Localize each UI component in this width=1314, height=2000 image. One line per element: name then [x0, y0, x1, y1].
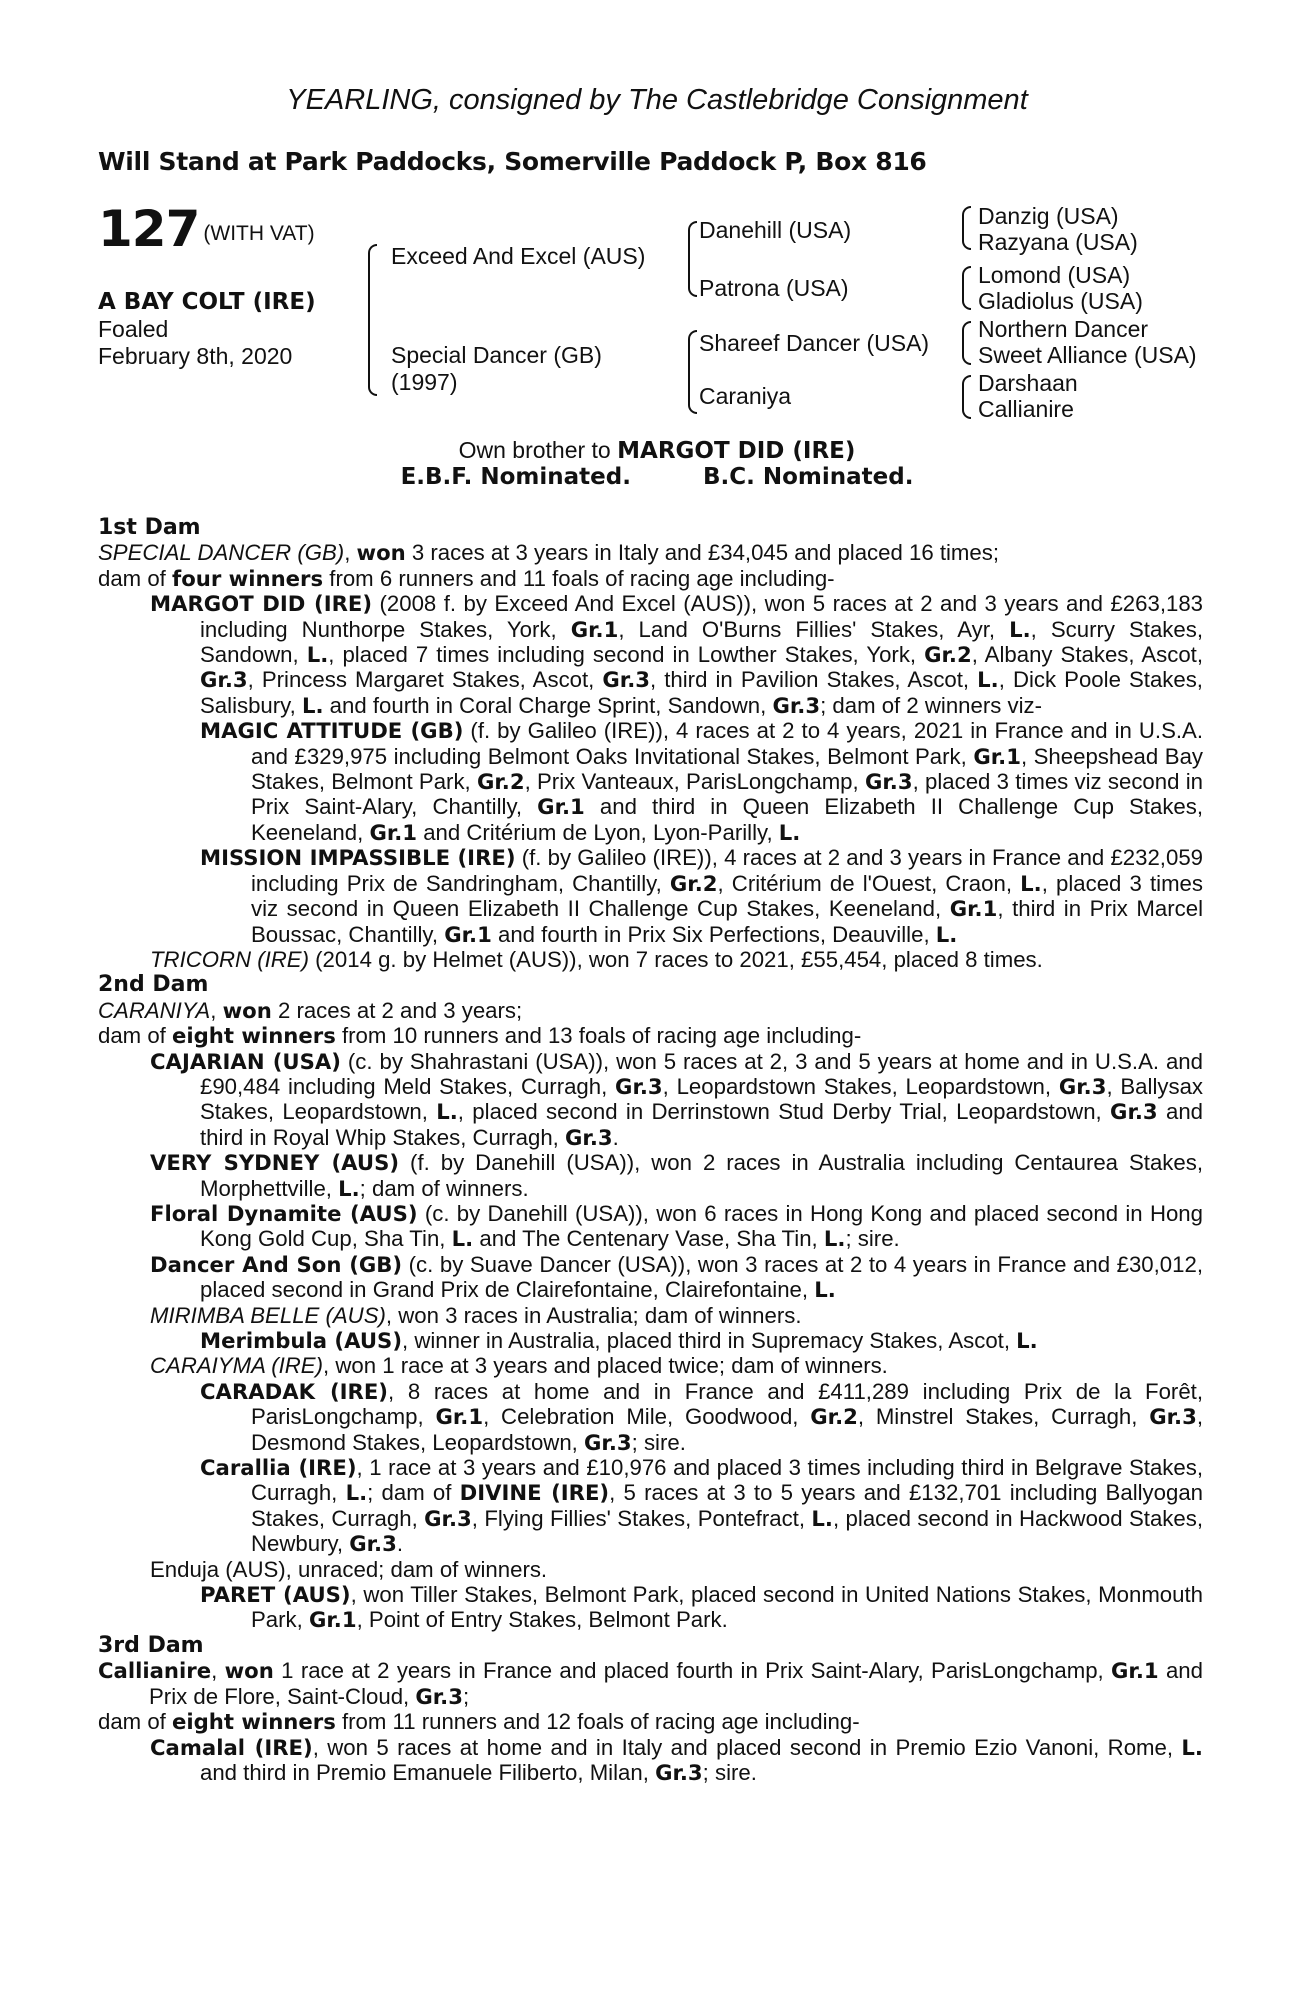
text-run: L.: [1009, 616, 1031, 642]
first-dam-grandprogeny-magic-attitude: [98, 718, 1203, 845]
first-dam-heading: 1st Dam: [98, 515, 201, 540]
text-run: , Land O'Burns Fillies' Stakes, Ayr,: [618, 616, 1010, 642]
text-run: eight winners: [172, 1709, 336, 1735]
first-dam-progeny-tricorn: [98, 947, 1203, 972]
text-run: (f. by Danehill (USA)), won 2 races in Australia including Centaurea Stakes, Morphettville,: [200, 1150, 1203, 1201]
text-run: , third in Prix Marcel Boussac, Chantilly,: [251, 896, 1203, 947]
pedigree-sire-sire: Danehill (USA): [699, 217, 852, 243]
own-brother-prefix: Own brother to: [458, 437, 611, 463]
text-run: eight winners: [172, 1023, 336, 1049]
pedigree-g3-3: Lomond (USA): [978, 262, 1131, 288]
text-run: L.: [814, 1277, 836, 1303]
text-run: ; dam of 2 winners viz-: [820, 692, 1043, 718]
text-run: L.: [345, 1480, 368, 1506]
text-run: ; dam of winners.: [359, 1175, 529, 1201]
text-run: Gr.1: [444, 921, 492, 947]
text-run: (c. by Danehill (USA)), won 6 races in Hong Kong and placed second in Hong Kong Gold Cup, Sha Tin,: [200, 1200, 1203, 1252]
text-run: (f. by Galileo (IRE)), 4 races at 2 and 3 years in France and £232,059 including Prix de Sandringham, Chantilly,: [251, 845, 1203, 896]
text-run: (f. by Galileo (IRE)), 4 races at 2 to 4 years, 2021 in France and in U.S.A. and £329,975 including Belmont Oaks Invitational Stakes, Belmont Park,: [251, 718, 1203, 769]
text-run: and Prix de Flore, Saint-Cloud,: [149, 1658, 1203, 1709]
text-run: , won Tiller Stakes, Belmont Park, placed second in United Nations Stakes, Monmouth Park,: [251, 1582, 1203, 1633]
text-run: Gr.3: [1110, 1099, 1158, 1125]
first-dam-progeny-margot-did: [98, 591, 1203, 718]
foaled-date: February 8th, 2020: [98, 343, 293, 369]
pedigree-g3-4: Gladiolus (USA): [978, 288, 1143, 314]
text-run: Gr.3: [415, 1683, 463, 1709]
text-run: Gr.3: [615, 1073, 663, 1099]
text-run: ; dam of: [367, 1480, 460, 1506]
lot-number-block: [98, 200, 315, 258]
vat-label: (WITH VAT): [203, 222, 315, 245]
pedigree-dam-sire: Shareef Dancer (USA): [699, 330, 930, 356]
third-dam-dam: [98, 1658, 1203, 1709]
text-run: , Ballysax Stakes, Leopardstown,: [200, 1073, 1204, 1125]
text-run: , Prix Vanteaux, ParisLongchamp,: [524, 769, 865, 795]
nominations: [0, 463, 1314, 490]
text-run: MARGOT DID (IRE): [150, 591, 373, 617]
text-run: ,: [211, 1658, 225, 1684]
first-dam-dam: [98, 540, 1203, 565]
text-run: , 8 races at home and in France and £411,289 including Prix de la Forêt, ParisLongchamp,: [251, 1378, 1203, 1430]
text-run: and third in Royal Whip Stakes, Curragh,: [200, 1099, 1204, 1150]
text-run: CARANIYA: [98, 997, 211, 1023]
text-run: Gr.3: [565, 1124, 613, 1150]
pedigree-text: [98, 515, 1203, 1785]
text-run: MAGIC ATTITUDE (GB): [200, 718, 464, 744]
pedigree-g3-6: Sweet Alliance (USA): [978, 342, 1197, 368]
second-dam-progeny-caraiyma: [98, 1353, 1203, 1378]
text-run: ,: [344, 540, 357, 566]
text-run: Merimbula (AUS): [200, 1328, 403, 1353]
text-run: , won 5 races at home and in Italy and placed second in Premio Ezio Vanoni, Rome,: [312, 1734, 1182, 1760]
text-run: (c. by Shahrastani (USA)), won 5 races at 2, 3 and 5 years at home and in U.S.A. and £90,484 including Meld Stakes, Curragh,: [200, 1048, 1203, 1099]
second-dam-grandprogeny-paret: [98, 1582, 1203, 1633]
pedigree-g3-2: Razyana (USA): [978, 229, 1138, 255]
second-dam-dam: [98, 998, 1203, 1023]
text-run: Gr.3: [1058, 1073, 1107, 1099]
text-run: , 1 race at 3 years and £10,976 and placed 3 times including third in Belgrave Stakes, Curragh,: [251, 1455, 1203, 1506]
consignor-header: YEARLING, consigned by The Castlebridge Consignment: [286, 84, 1028, 116]
text-run: ; sire.: [702, 1759, 757, 1785]
pedigree-brace-g3-4: [962, 375, 971, 419]
third-dam-produce-summary: [98, 1709, 1203, 1734]
text-run: , won 3 races in Australia; dam of winners.: [385, 1302, 802, 1328]
foaled-label: Foaled: [98, 316, 169, 342]
ebf-nominated: E.B.F. Nominated.: [400, 464, 631, 490]
text-run: and Critérium de Lyon, Lyon-Parilly,: [417, 819, 779, 845]
second-dam-grandprogeny-merimbula: [98, 1328, 1203, 1353]
text-run: , placed second in Derrinstown Stud Derby Trial, Leopardstown,: [457, 1099, 1111, 1125]
text-run: and fourth in Coral Charge Sprint, Sandown,: [323, 692, 773, 718]
text-run: , Point of Entry Stakes, Belmont Park.: [356, 1607, 728, 1633]
text-run: L.: [338, 1175, 360, 1201]
text-run: Gr.3: [584, 1429, 632, 1455]
second-dam-progeny-floral-dynamite: [98, 1201, 1203, 1252]
text-run: DIVINE (IRE): [459, 1480, 610, 1506]
text-run: ;: [462, 1683, 470, 1709]
text-run: , placed second in Hackwood Stakes, Newbury,: [251, 1505, 1203, 1557]
text-run: SPECIAL DANCER (GB): [98, 540, 345, 566]
pedigree-dam: Special Dancer (GB): [391, 342, 602, 368]
lot-number: 127: [98, 200, 200, 258]
text-run: , third in Pavilion Stakes, Ascot,: [650, 667, 978, 693]
text-run: dam of: [98, 1709, 172, 1735]
second-dam-heading: 2nd Dam: [98, 972, 209, 998]
text-run: and fourth in Prix Six Perfections, Deauville,: [491, 921, 936, 947]
text-run: Gr.3: [655, 1759, 703, 1785]
text-run: Gr.2: [669, 870, 718, 896]
pedigree-brace-g3-2: [962, 266, 971, 310]
text-run: , Desmond Stakes, Leopardstown,: [251, 1404, 1203, 1455]
pedigree-brace-dam: [688, 330, 697, 414]
text-run: Gr.1: [435, 1404, 484, 1430]
text-run: from 6 runners and 11 foals of racing age including-: [323, 565, 835, 591]
text-run: L.: [935, 921, 958, 947]
text-run: (c. by Suave Dancer (USA)), won 3 races at 2 to 4 years in France and £30,012, placed second in Grand Prix de Clairefontaine, Clairefontaine,: [200, 1251, 1203, 1303]
text-run: won: [222, 997, 272, 1023]
text-run: ,: [210, 997, 223, 1023]
text-run: Carallia (IRE): [200, 1455, 357, 1481]
text-run: , Princess Margaret Stakes, Ascot,: [247, 667, 603, 693]
text-run: L.: [1181, 1734, 1203, 1760]
pedigree-g3-8: Callianire: [978, 396, 1074, 422]
text-run: from 10 runners and 13 foals of racing age including-: [335, 1023, 862, 1049]
text-run: 2 races at 2 and 3 years;: [271, 997, 523, 1023]
text-run: Gr.2: [810, 1404, 858, 1430]
text-run: , placed 3 times viz second in Prix Saint-Alary, Chantilly,: [251, 769, 1203, 820]
text-run: L.: [823, 1226, 846, 1252]
third-dam-heading: 3rd Dam: [98, 1632, 204, 1658]
own-brother-name: MARGOT DID (IRE): [617, 438, 856, 464]
text-run: 1 race at 2 years in France and placed fourth in Prix Saint-Alary, ParisLongchamp,: [273, 1658, 1112, 1684]
text-run: four winners: [172, 565, 324, 591]
text-run: Gr.3: [602, 667, 651, 693]
text-run: , Albany Stakes, Ascot,: [971, 642, 1203, 668]
text-run: L.: [451, 1226, 474, 1252]
text-run: L.: [301, 692, 324, 718]
text-run: , Dick Poole Stakes, Salisbury,: [200, 667, 1203, 718]
text-run: Gr.3: [1149, 1404, 1197, 1430]
pedigree-brace-g3-3: [962, 321, 971, 365]
text-run: won: [224, 1658, 274, 1684]
text-run: , Scurry Stakes, Sandown,: [200, 616, 1203, 668]
text-run: Gr.1: [308, 1607, 357, 1633]
first-dam-produce-summary: [98, 566, 1203, 591]
text-run: CARAIYMA (IRE): [150, 1353, 323, 1379]
text-run: and third in Queen Elizabeth II Challenge Cup Stakes, Keeneland,: [251, 794, 1204, 845]
second-dam-progeny-mirimba-belle: [98, 1303, 1203, 1328]
text-run: Camalal (IRE): [150, 1734, 313, 1760]
second-dam-progeny-cajarian: [98, 1049, 1203, 1151]
text-run: MIRIMBA BELLE (AUS): [150, 1302, 386, 1328]
second-dam-produce-summary: [98, 1023, 1203, 1048]
text-run: , Minstrel Stakes, Curragh,: [857, 1404, 1150, 1430]
pedigree-g3-7: Darshaan: [978, 370, 1078, 396]
text-run: .: [612, 1124, 619, 1150]
text-run: L.: [1016, 1328, 1038, 1353]
text-run: PARET (AUS): [200, 1582, 351, 1608]
text-run: CARADAK (IRE): [200, 1378, 388, 1404]
text-run: Callianire: [98, 1658, 212, 1684]
text-run: .: [396, 1531, 404, 1557]
text-run: L.: [1020, 870, 1042, 896]
text-run: Gr.2: [924, 642, 972, 668]
text-run: Enduja (AUS), unraced; dam of winners.: [150, 1556, 548, 1582]
text-run: Gr.1: [973, 743, 1021, 769]
text-run: , won 1 race at 3 years and placed twice; dam of winners.: [323, 1353, 888, 1379]
text-run: Gr.3: [424, 1505, 472, 1531]
second-dam-grandprogeny-carallia: [98, 1455, 1203, 1557]
text-run: Gr.3: [864, 769, 913, 795]
text-run: Gr.2: [476, 769, 525, 795]
text-run: , placed 7 times including second in Lowther Stakes, York,: [328, 642, 925, 668]
text-run: dam of: [98, 565, 172, 591]
bc-nominated: B.C. Nominated.: [702, 464, 914, 490]
text-run: L.: [436, 1099, 458, 1125]
own-brother-note: [0, 437, 1314, 464]
text-run: and The Centenary Vase, Sha Tin,: [473, 1226, 824, 1252]
text-run: Gr.3: [772, 692, 821, 718]
text-run: TRICORN (IRE): [150, 946, 309, 972]
second-dam-progeny-dancer-and-son: [98, 1252, 1203, 1303]
pedigree-g3-5: Northern Dancer: [978, 316, 1149, 342]
pedigree-dam-year: (1997): [391, 369, 458, 395]
text-run: , Flying Fillies' Stakes, Pontefract,: [471, 1505, 812, 1531]
first-dam-grandprogeny-mission-impassible: [98, 845, 1203, 947]
text-run: L.: [811, 1505, 833, 1531]
text-run: , winner in Australia, placed third in Supremacy Stakes, Ascot,: [402, 1328, 1017, 1353]
text-run: (2008 f. by Exceed And Excel (AUS)), won 5 races at 2 and 3 years and £263,183 including Nunthorpe Stakes, York,: [200, 591, 1203, 642]
text-run: ; sire.: [845, 1226, 900, 1252]
second-dam-progeny-enduja: [98, 1557, 1203, 1582]
stand-location: Will Stand at Park Paddocks, Somerville Paddock P, Box 816: [98, 147, 927, 176]
text-run: Gr.1: [537, 794, 585, 820]
text-run: Gr.3: [200, 667, 248, 693]
text-run: ; sire.: [631, 1429, 686, 1455]
text-run: L.: [778, 819, 801, 845]
text-run: , Leopardstown Stakes, Leopardstown,: [662, 1073, 1059, 1099]
text-run: 3 races at 3 years in Italy and £34,045 and placed 16 times;: [405, 540, 1000, 566]
second-dam-progeny-very-sydney: [98, 1150, 1203, 1201]
pedigree-brace-main: [368, 244, 377, 396]
second-dam-grandprogeny-caradak: [98, 1379, 1203, 1455]
text-run: won: [356, 540, 406, 566]
pedigree-g3-1: Danzig (USA): [978, 203, 1119, 229]
text-run: Dancer And Son (GB): [150, 1251, 403, 1277]
text-run: L.: [306, 642, 329, 668]
pedigree-brace-g3-1: [962, 206, 971, 250]
text-run: Gr.1: [1111, 1658, 1159, 1684]
text-run: , Sheepshead Bay Stakes, Belmont Park,: [251, 743, 1203, 795]
text-run: and third in Premio Emanuele Filiberto, Milan,: [200, 1759, 656, 1785]
text-run: from 11 runners and 12 foals of racing age including-: [335, 1709, 860, 1735]
text-run: , placed 3 times viz second in Queen Elizabeth II Challenge Cup Stakes, Keeneland,: [251, 870, 1203, 922]
pedigree-sire-dam: Patrona (USA): [699, 275, 849, 301]
text-run: Gr.1: [949, 896, 998, 922]
text-run: L.: [977, 667, 999, 693]
pedigree-sire: Exceed And Excel (AUS): [391, 243, 646, 269]
text-run: , Celebration Mile, Goodwood,: [483, 1404, 811, 1430]
text-run: dam of: [98, 1023, 172, 1049]
text-run: MISSION IMPASSIBLE (IRE): [200, 845, 516, 871]
text-run: Gr.1: [369, 819, 418, 845]
text-run: VERY SYDNEY (AUS): [150, 1150, 400, 1176]
text-run: Floral Dynamite (AUS): [150, 1200, 418, 1226]
text-run: , Critérium de l'Ouest, Craon,: [717, 870, 1021, 896]
text-run: (2014 g. by Helmet (AUS)), won 7 races to 2021, £55,454, placed 8 times.: [309, 946, 1043, 972]
text-run: Gr.3: [349, 1531, 397, 1557]
pedigree-dam-dam: Caraniya: [699, 383, 792, 409]
pedigree-brace-sire: [688, 221, 697, 297]
lot-description: A BAY COLT (IRE): [98, 289, 316, 315]
text-run: Gr.1: [570, 616, 619, 642]
text-run: CAJARIAN (USA): [150, 1048, 341, 1074]
text-run: , 5 races at 3 to 5 years and £132,701 including Ballyogan Stakes, Curragh,: [251, 1480, 1203, 1531]
third-dam-progeny-camalal: [98, 1735, 1203, 1786]
